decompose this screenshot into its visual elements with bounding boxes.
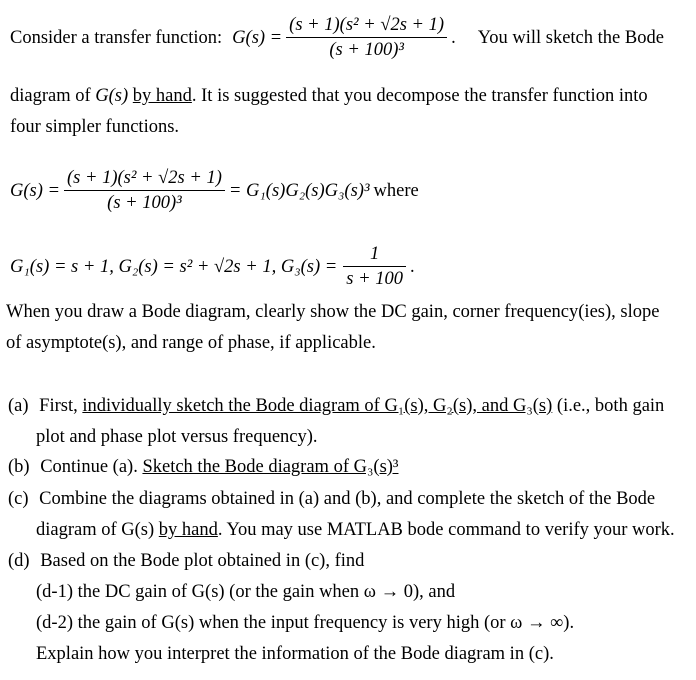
intro-fraction <box>286 14 447 62</box>
decomp-rhs: = G₁(s)G₂(s)G₃(s)³ <box>228 180 370 201</box>
p1-by-hand: by hand <box>132 86 192 106</box>
intro-numerator: (s + 1)(s² + √2s + 1) <box>286 14 447 38</box>
instructions-text-2: of asymptote(s), and range of phase, if applicable. <box>6 333 376 353</box>
decomp-fraction <box>64 167 225 215</box>
item-b-label: (b) <box>8 457 30 477</box>
item-b-underlined: Sketch the Bode diagram of G₃(s)³ <box>142 457 399 477</box>
intro-tail: You will sketch the Bode <box>477 27 664 48</box>
item-a-label: (a) <box>8 396 29 416</box>
instructions-text-1: When you draw a Bode diagram, clearly show the DC gain, corner frequency(ies), slope <box>6 302 660 322</box>
p1-pre: diagram of <box>10 86 91 106</box>
defs-end: . <box>409 256 415 277</box>
intro-denominator: (s + 100)³ <box>329 40 404 61</box>
item-a-pre: First, <box>39 396 78 416</box>
intro-g-lhs: G(s) = <box>232 27 283 48</box>
item-d-explain <box>36 644 554 665</box>
decomp-g-lhs: G(s) = <box>10 180 60 201</box>
item-d-explain-text: Explain how you interpret the information of the Bode diagram in (c). <box>36 644 554 664</box>
p1-post: . It is suggested that you decompose the transfer function into <box>191 86 648 106</box>
item-d2-text: (d-2) the gain of G(s) when the input frequency is very high (or ω → ∞). <box>36 613 575 633</box>
instructions-line-2 <box>6 333 376 354</box>
p1-g: G(s) <box>95 86 129 106</box>
decomp-denominator: (s + 100)³ <box>107 193 182 214</box>
item-a-line2-text: plot and phase plot versus frequency). <box>36 427 318 447</box>
item-c-post: . You may use MATLAB bode command to verify your work. <box>217 520 675 540</box>
item-c-pre: diagram of G(s) <box>36 520 155 540</box>
item-d1-text: (d-1) the DC gain of G(s) (or the gain when ω → 0), and <box>36 582 456 602</box>
item-d2 <box>36 613 574 634</box>
decomp-where: where <box>373 180 419 201</box>
p1-line2: four simpler functions. <box>10 117 180 137</box>
item-a-underlined: individually sketch the Bode diagram of G₁(s), G₂(s), and G₃(s) <box>82 396 553 416</box>
item-b <box>8 457 398 478</box>
item-a <box>8 396 664 417</box>
item-d-line1: Based on the Bode plot obtained in (c), find <box>40 551 365 571</box>
item-c-by-hand: by hand <box>158 520 218 540</box>
item-c-label: (c) <box>8 489 29 509</box>
item-c <box>8 489 655 510</box>
decomp-numerator: (s + 1)(s² + √2s + 1) <box>64 167 225 191</box>
item-d <box>8 551 364 572</box>
item-c-line2 <box>36 520 675 541</box>
paragraph-line-2 <box>10 117 179 138</box>
item-c-line1: Combine the diagrams obtained in (a) and (b), and complete the sketch of the Bode <box>39 489 656 509</box>
intro-line: Consider a transfer function: G(s) = $\frac{\text{(s + 1)(s² + √2s + 1)}}{\text{(s + 100)³}}$ . You will sketch the Bode <box>10 8 664 68</box>
instructions-line-1 <box>6 302 659 323</box>
item-d-label: (d) <box>8 551 30 571</box>
defs-text: G₁(s) = s + 1, G₂(s) = s² + √2s + 1, G₃(s) = <box>10 256 338 277</box>
item-b-pre: Continue (a). <box>40 457 138 477</box>
item-d1 <box>36 582 455 603</box>
defs-denominator: s + 100 <box>346 269 403 290</box>
item-a-post: (i.e., both gain <box>556 396 665 416</box>
paragraph-line-1 <box>10 86 648 107</box>
decomp-line <box>10 160 419 222</box>
defs-line <box>10 238 415 296</box>
intro-lead: Consider a transfer function: <box>10 27 223 48</box>
defs-numerator: 1 <box>343 243 406 267</box>
item-a-line2 <box>36 427 318 448</box>
defs-fraction <box>343 243 406 291</box>
